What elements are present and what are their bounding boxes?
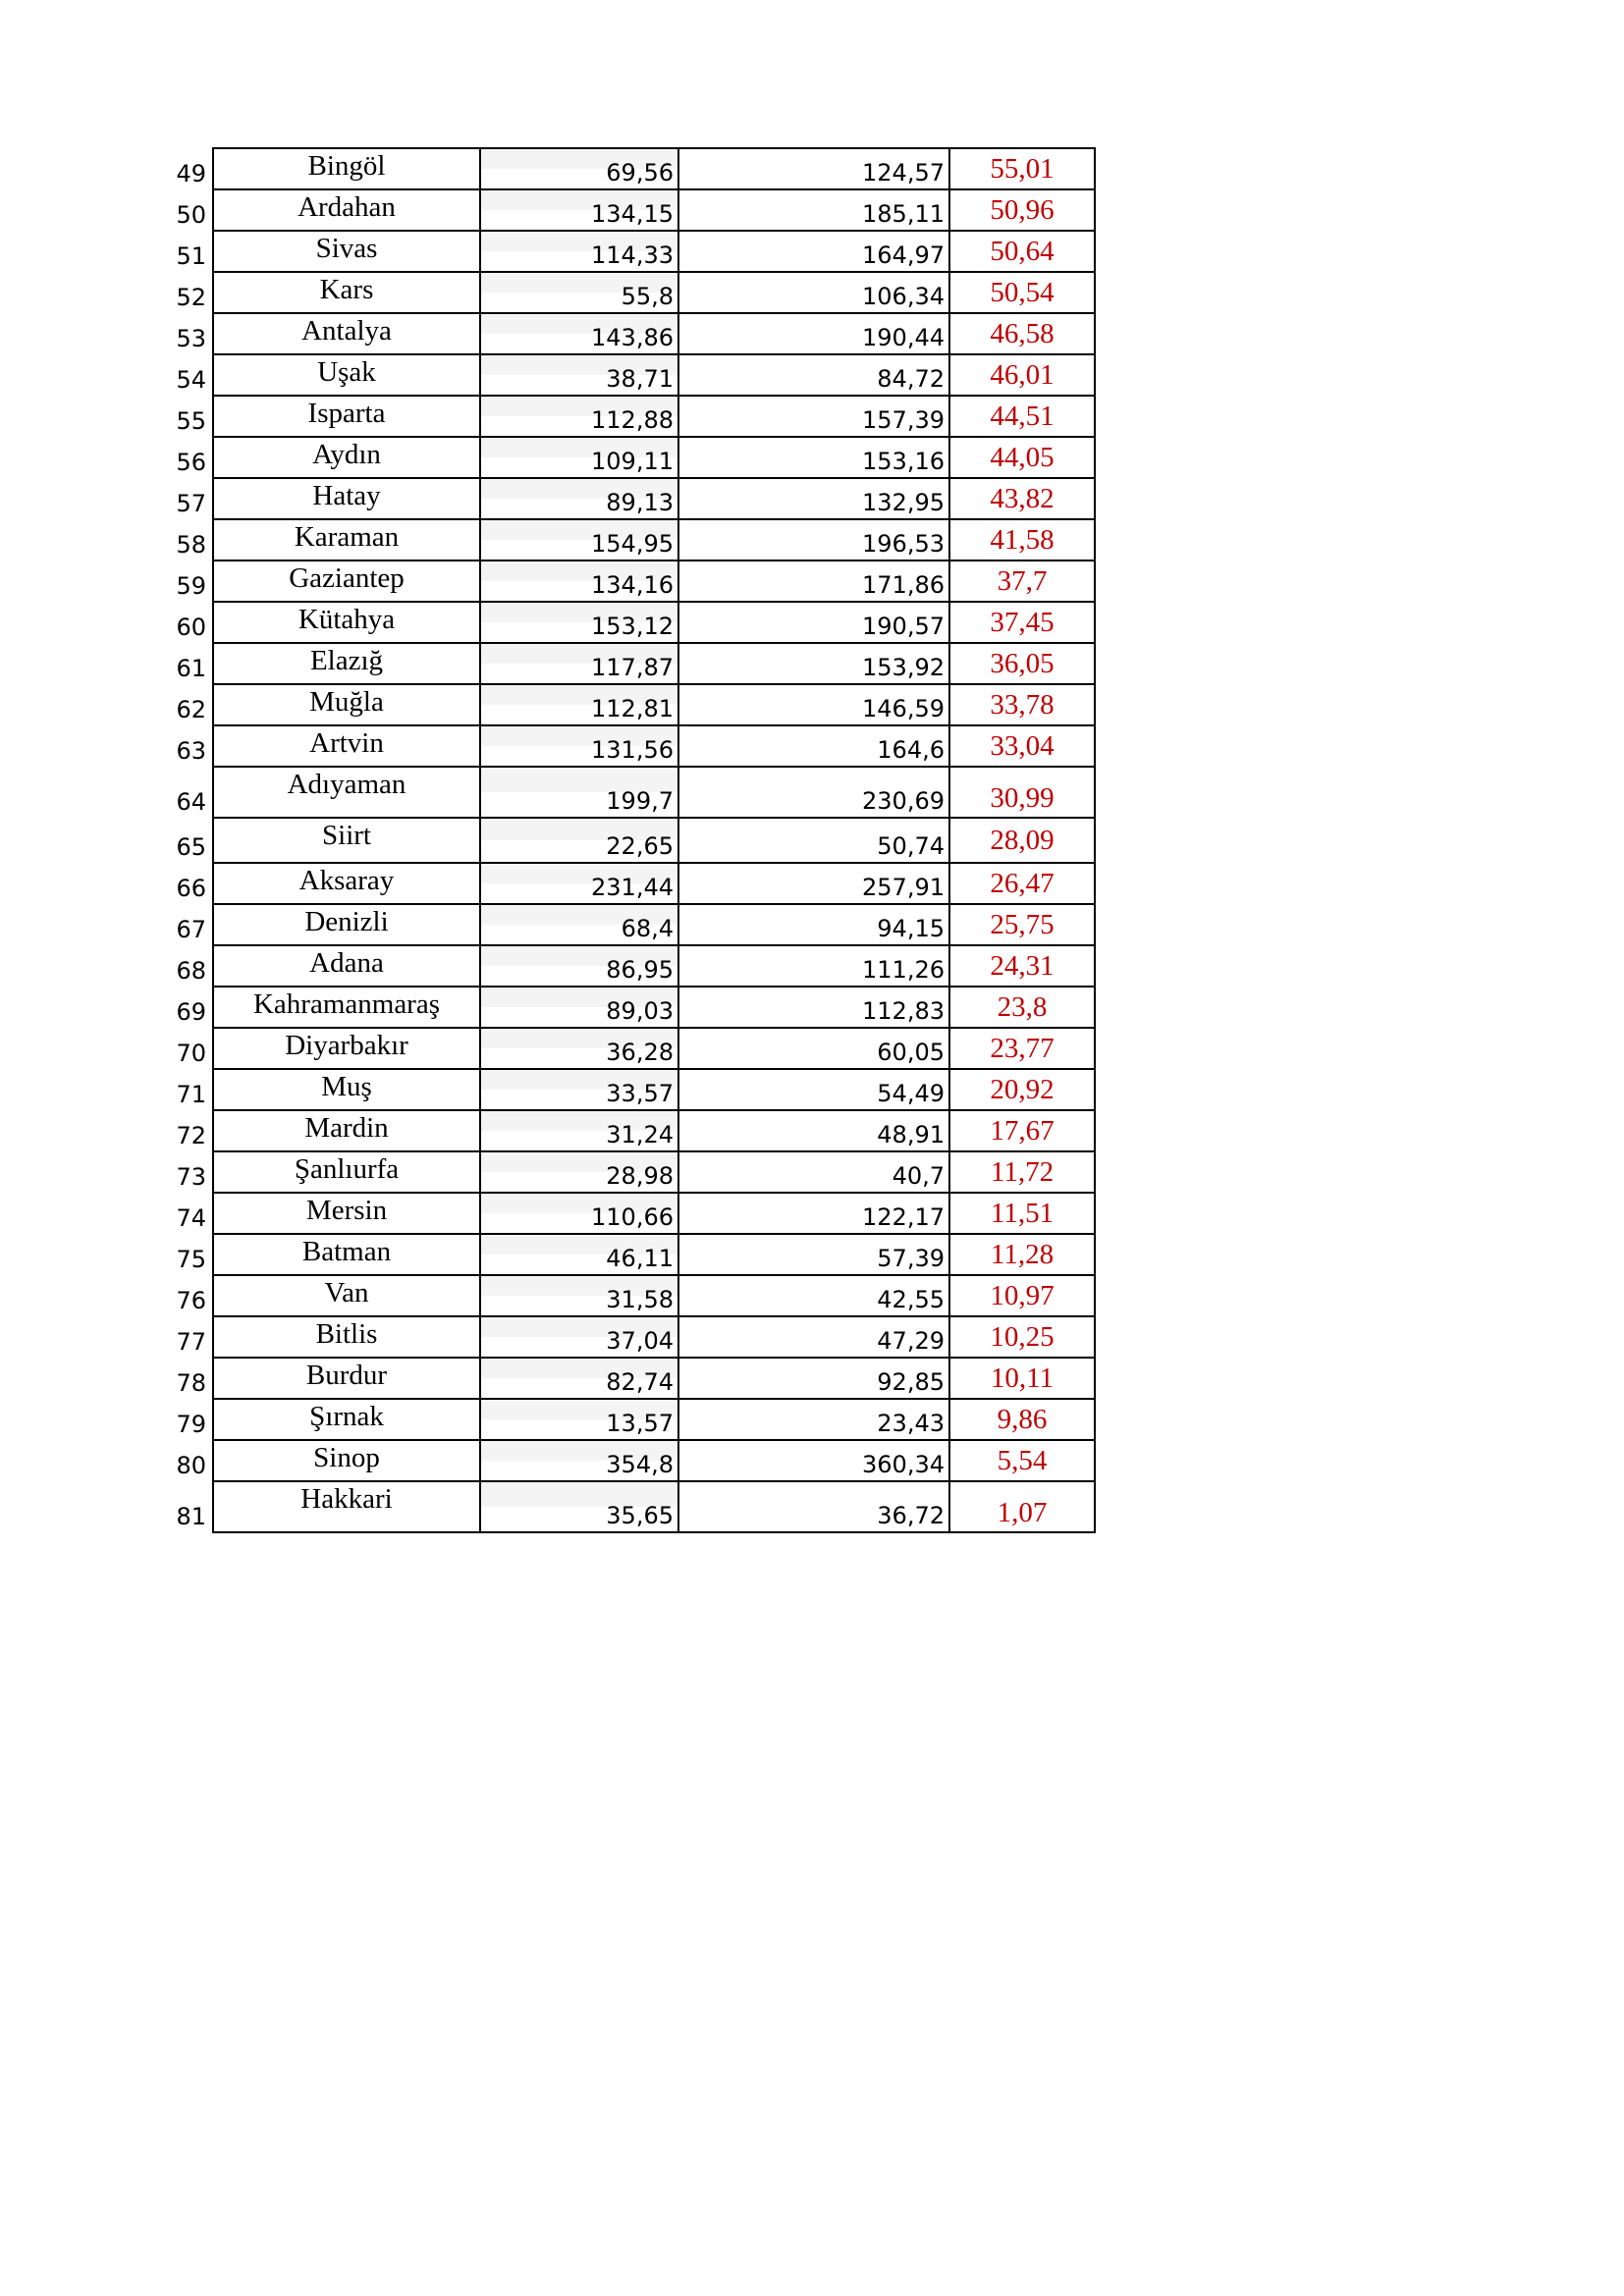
row-number: 62 [176,696,206,723]
province-name: Mardin [213,1110,480,1151]
difference-value: 23,8 [949,987,1095,1028]
table-row [157,643,1095,684]
province-name: Diyarbakır [213,1028,480,1069]
table-row [157,1399,1095,1440]
value-1: 134,16 [480,561,678,602]
table-row [157,1110,1095,1151]
row-number: 73 [176,1163,206,1191]
row-number: 65 [176,833,206,861]
difference-value: 25,75 [949,904,1095,945]
difference-value: 43,82 [949,478,1095,519]
value-2: 190,44 [678,313,949,354]
row-number: 76 [176,1287,206,1314]
value-2: 157,39 [678,396,949,437]
province-name: Artvin [213,725,480,767]
value-1: 143,86 [480,313,678,354]
province-name: Şırnak [213,1399,480,1440]
row-number: 64 [176,788,206,816]
table-row [157,313,1095,354]
province-name: Denizli [213,904,480,945]
table-row [157,1358,1095,1399]
table-row [157,1275,1095,1316]
row-number: 66 [176,875,206,902]
value-2: 190,57 [678,602,949,643]
province-name: Bingöl [213,148,480,189]
value-2: 122,17 [678,1193,949,1234]
difference-value: 28,09 [949,818,1095,863]
province-name: Bitlis [213,1316,480,1358]
value-2: 230,69 [678,767,949,818]
province-name: Gaziantep [213,561,480,602]
value-2: 132,95 [678,478,949,519]
province-name: Karaman [213,519,480,561]
value-1: 354,8 [480,1440,678,1481]
province-name: Burdur [213,1358,480,1399]
value-2: 185,11 [678,189,949,231]
province-name: Adana [213,945,480,987]
table-row [157,1069,1095,1110]
province-name: Kahramanmaraş [213,987,480,1028]
value-2: 36,72 [678,1481,949,1532]
value-2: 60,05 [678,1028,949,1069]
province-name: Muş [213,1069,480,1110]
difference-value: 30,99 [949,767,1095,818]
difference-value: 33,78 [949,684,1095,725]
value-1: 28,98 [480,1151,678,1193]
value-2: 257,91 [678,863,949,904]
difference-value: 26,47 [949,863,1095,904]
value-1: 153,12 [480,602,678,643]
table-row [157,602,1095,643]
difference-value: 50,96 [949,189,1095,231]
value-1: 231,44 [480,863,678,904]
difference-value: 17,67 [949,1110,1095,1151]
value-2: 42,55 [678,1275,949,1316]
province-name: Sinop [213,1440,480,1481]
table-row [157,684,1095,725]
province-name: Hakkari [213,1481,480,1532]
difference-value: 46,01 [949,354,1095,396]
province-name: Şanlıurfa [213,1151,480,1193]
value-1: 154,95 [480,519,678,561]
value-2: 40,7 [678,1151,949,1193]
row-number: 79 [176,1411,206,1438]
value-1: 114,33 [480,231,678,272]
row-number: 50 [176,201,206,229]
table-row [157,1234,1095,1275]
difference-value: 10,11 [949,1358,1095,1399]
province-name: Van [213,1275,480,1316]
value-2: 106,34 [678,272,949,313]
difference-value: 20,92 [949,1069,1095,1110]
table-row [157,904,1095,945]
province-name: Adıyaman [213,767,480,818]
row-number: 78 [176,1369,206,1397]
row-number: 57 [176,490,206,517]
value-2: 57,39 [678,1234,949,1275]
table-row [157,945,1095,987]
province-name: Antalya [213,313,480,354]
table-row [157,561,1095,602]
table-row [157,987,1095,1028]
table-row [157,818,1095,863]
table-row [157,354,1095,396]
value-1: 33,57 [480,1069,678,1110]
province-name: Aksaray [213,863,480,904]
row-number: 52 [176,284,206,311]
row-number: 56 [176,449,206,476]
table-row [157,1316,1095,1358]
difference-value: 50,64 [949,231,1095,272]
table-row [157,396,1095,437]
value-1: 89,13 [480,478,678,519]
province-name: Muğla [213,684,480,725]
value-1: 89,03 [480,987,678,1028]
difference-value: 44,51 [949,396,1095,437]
value-1: 131,56 [480,725,678,767]
value-1: 31,24 [480,1110,678,1151]
value-2: 124,57 [678,148,949,189]
value-1: 55,8 [480,272,678,313]
province-name: Aydın [213,437,480,478]
province-name: Isparta [213,396,480,437]
value-1: 117,87 [480,643,678,684]
spreadsheet-page [157,147,1096,1533]
row-number: 49 [176,160,206,187]
difference-value: 36,05 [949,643,1095,684]
table-row [157,1193,1095,1234]
table-row [157,148,1095,189]
row-number: 53 [176,325,206,352]
value-1: 46,11 [480,1234,678,1275]
value-2: 84,72 [678,354,949,396]
difference-value: 55,01 [949,148,1095,189]
table-row [157,272,1095,313]
difference-value: 46,58 [949,313,1095,354]
row-number: 69 [176,998,206,1026]
province-name: Sivas [213,231,480,272]
table-row [157,437,1095,478]
province-name: Batman [213,1234,480,1275]
value-1: 13,57 [480,1399,678,1440]
table-row [157,767,1095,818]
row-number: 75 [176,1246,206,1273]
table-row [157,1440,1095,1481]
value-1: 31,58 [480,1275,678,1316]
value-2: 164,6 [678,725,949,767]
row-number: 71 [176,1081,206,1108]
value-1: 68,4 [480,904,678,945]
value-1: 112,81 [480,684,678,725]
row-number: 55 [176,407,206,435]
value-2: 47,29 [678,1316,949,1358]
row-number: 67 [176,916,206,943]
row-number: 54 [176,366,206,394]
difference-value: 5,54 [949,1440,1095,1481]
difference-value: 1,07 [949,1481,1095,1532]
difference-value: 11,51 [949,1193,1095,1234]
table-row [157,1028,1095,1069]
value-1: 86,95 [480,945,678,987]
value-2: 153,92 [678,643,949,684]
row-number: 68 [176,957,206,985]
difference-value: 10,97 [949,1275,1095,1316]
row-number: 70 [176,1040,206,1067]
value-1: 134,15 [480,189,678,231]
value-2: 360,34 [678,1440,949,1481]
row-number: 80 [176,1452,206,1479]
value-1: 38,71 [480,354,678,396]
row-number: 63 [176,737,206,765]
province-name: Kars [213,272,480,313]
province-name: Ardahan [213,189,480,231]
row-number: 58 [176,531,206,559]
table-row [157,519,1095,561]
value-1: 199,7 [480,767,678,818]
difference-value: 10,25 [949,1316,1095,1358]
difference-value: 37,7 [949,561,1095,602]
difference-value: 50,54 [949,272,1095,313]
value-1: 37,04 [480,1316,678,1358]
value-2: 54,49 [678,1069,949,1110]
table-row [157,863,1095,904]
difference-value: 9,86 [949,1399,1095,1440]
table-row [157,1151,1095,1193]
table-row [157,725,1095,767]
table-row [157,1481,1095,1532]
value-2: 94,15 [678,904,949,945]
row-number: 59 [176,572,206,600]
difference-value: 24,31 [949,945,1095,987]
province-table [157,147,1096,1533]
row-number: 61 [176,655,206,682]
row-number: 72 [176,1122,206,1149]
table-row [157,478,1095,519]
value-1: 112,88 [480,396,678,437]
province-name: Kütahya [213,602,480,643]
value-2: 92,85 [678,1358,949,1399]
table-row [157,189,1095,231]
value-1: 82,74 [480,1358,678,1399]
value-1: 35,65 [480,1481,678,1532]
province-name: Siirt [213,818,480,863]
value-2: 171,86 [678,561,949,602]
value-2: 153,16 [678,437,949,478]
province-name: Uşak [213,354,480,396]
row-number: 60 [176,614,206,641]
difference-value: 11,72 [949,1151,1095,1193]
value-2: 164,97 [678,231,949,272]
table-body [157,148,1095,1532]
value-2: 111,26 [678,945,949,987]
difference-value: 23,77 [949,1028,1095,1069]
value-1: 109,11 [480,437,678,478]
difference-value: 11,28 [949,1234,1095,1275]
province-name: Hatay [213,478,480,519]
value-2: 146,59 [678,684,949,725]
difference-value: 41,58 [949,519,1095,561]
table-row [157,231,1095,272]
difference-value: 44,05 [949,437,1095,478]
value-2: 23,43 [678,1399,949,1440]
row-number: 77 [176,1328,206,1356]
value-1: 69,56 [480,148,678,189]
row-number: 74 [176,1204,206,1232]
value-1: 110,66 [480,1193,678,1234]
province-name: Elazığ [213,643,480,684]
value-2: 196,53 [678,519,949,561]
value-2: 112,83 [678,987,949,1028]
row-number: 51 [176,242,206,270]
value-1: 22,65 [480,818,678,863]
province-name: Mersin [213,1193,480,1234]
difference-value: 37,45 [949,602,1095,643]
value-2: 50,74 [678,818,949,863]
row-number: 81 [176,1503,206,1530]
difference-value: 33,04 [949,725,1095,767]
value-2: 48,91 [678,1110,949,1151]
value-1: 36,28 [480,1028,678,1069]
